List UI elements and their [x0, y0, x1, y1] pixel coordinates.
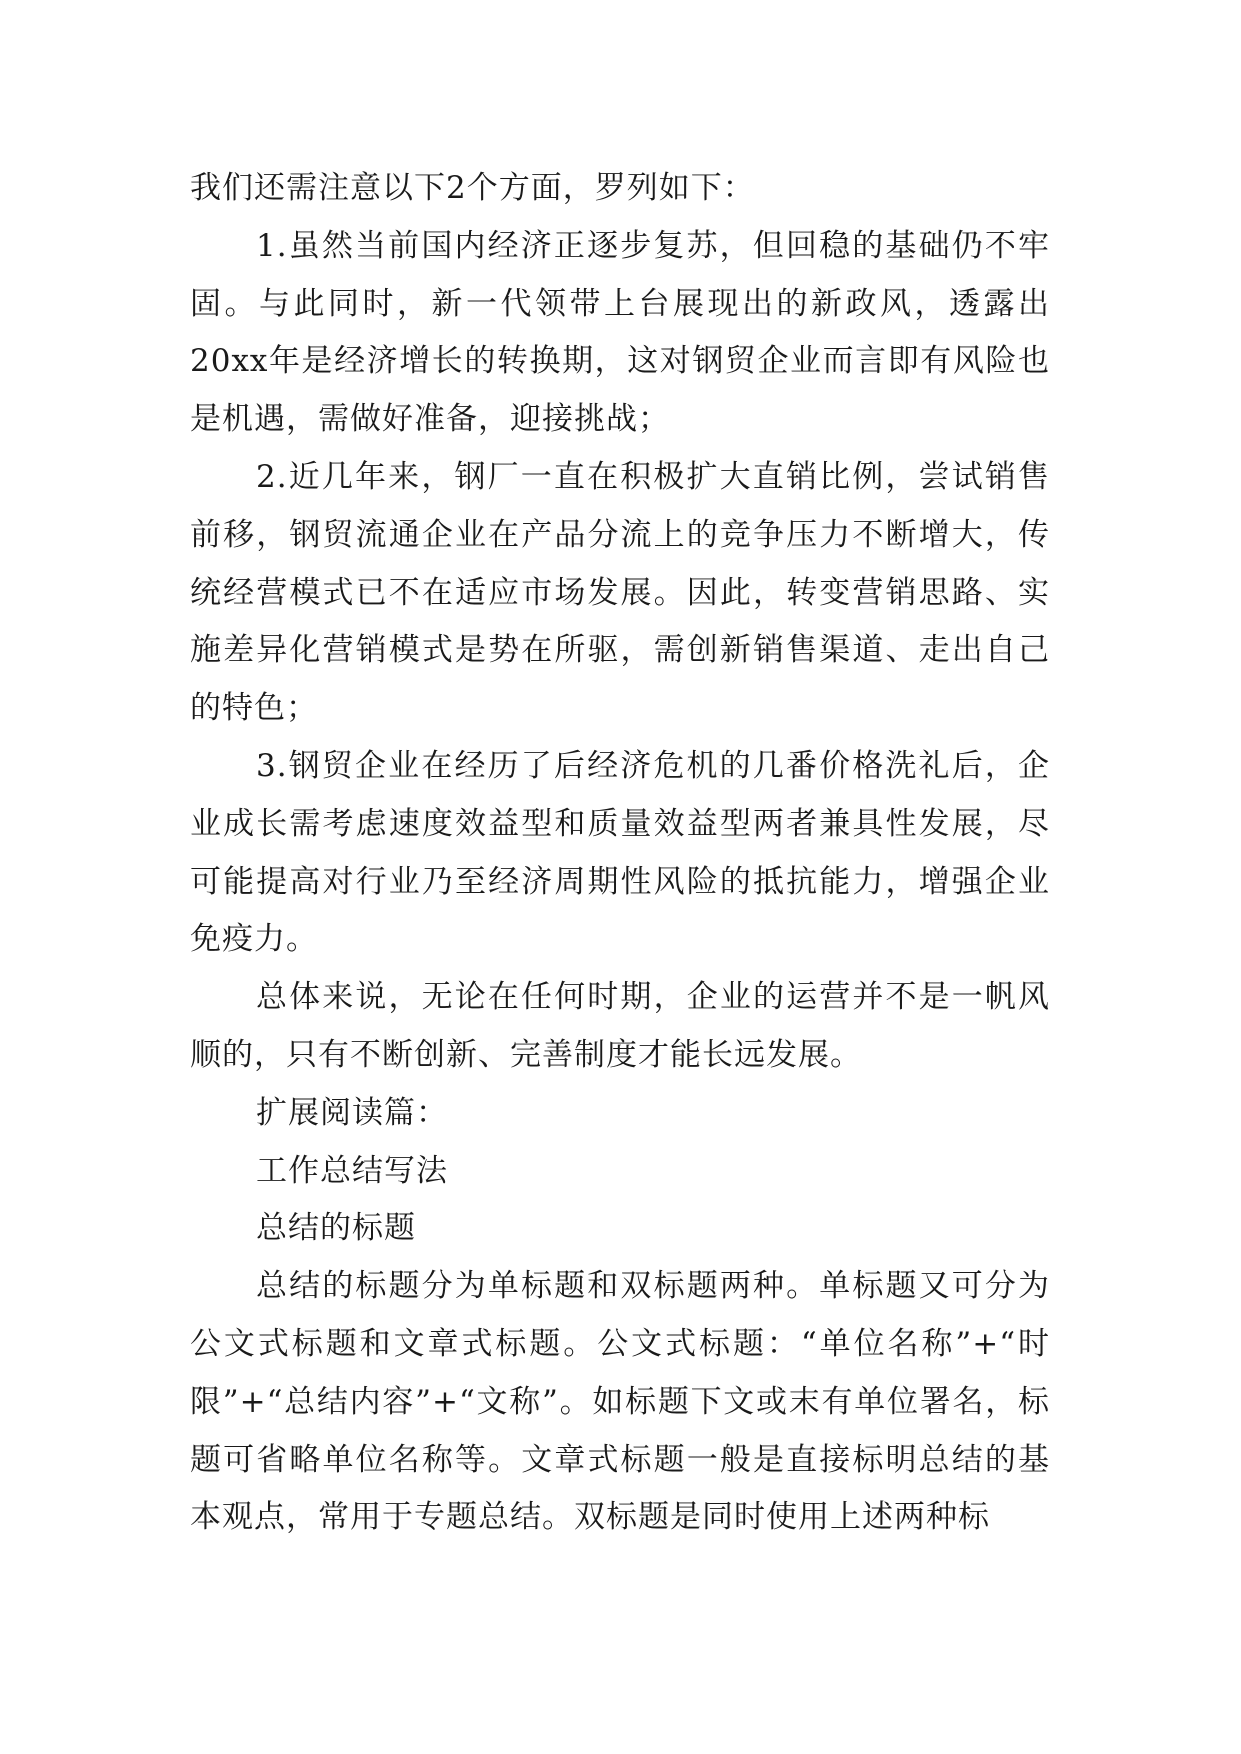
- paragraph-title-types: 总结的标题分为单标题和双标题两种。单标题又可分为公文式标题和文章式标题。公文式标题：“单位名称”+“时限”+“总结内容”+“文称”。如标题下文或末有单位署名，标题可省略单位名称等。文章式标题一般是直接标明总结的基本观点，常用于专题总结。双标题是同时使用上述两种标: [190, 1268, 1050, 1536]
- heading-extended-reading: 扩展阅读篇：: [256, 1094, 448, 1131]
- paragraph-conclusion: 总体来说，无论在任何时期，企业的运营并不是一帆风顺的，只有不断创新、完善制度才能长远发展。: [190, 979, 1050, 1073]
- paragraph-point-3: 3.钢贸企业在经历了后经济危机的几番价格洗礼后，企业成长需考虑速度效益型和质量效益型两者兼具性发展，尽可能提高对行业乃至经济周期性风险的抵抗能力，增强企业免疫力。: [190, 747, 1050, 958]
- paragraph-point-1: 1.虽然当前国内经济正逐步复苏，但回稳的基础仍不牢固。与此同时，新一代领带上台展现出的新政风，透露出20xx年是经济增长的转换期，这对钢贸企业而言即有风险也是机遇，需做好准备，迎接挑战；: [190, 227, 1050, 438]
- document-body: [190, 160, 1050, 1547]
- paragraph-point-2: 2.近几年来，钢厂一直在积极扩大直销比例，尝试销售前移，钢贸流通企业在产品分流上的竞争压力不断增大，传统经营模式已不在适应市场发展。因此，转变营销思路、实施差异化营销模式是势在所驱，需创新销售渠道、走出自己的特色；: [190, 458, 1050, 727]
- heading-summary-title: 总结的标题: [256, 1210, 416, 1247]
- heading-work-summary-method: 工作总结写法: [256, 1152, 448, 1189]
- paragraph-intro: 我们还需注意以下2个方面，罗列如下：: [190, 170, 755, 206]
